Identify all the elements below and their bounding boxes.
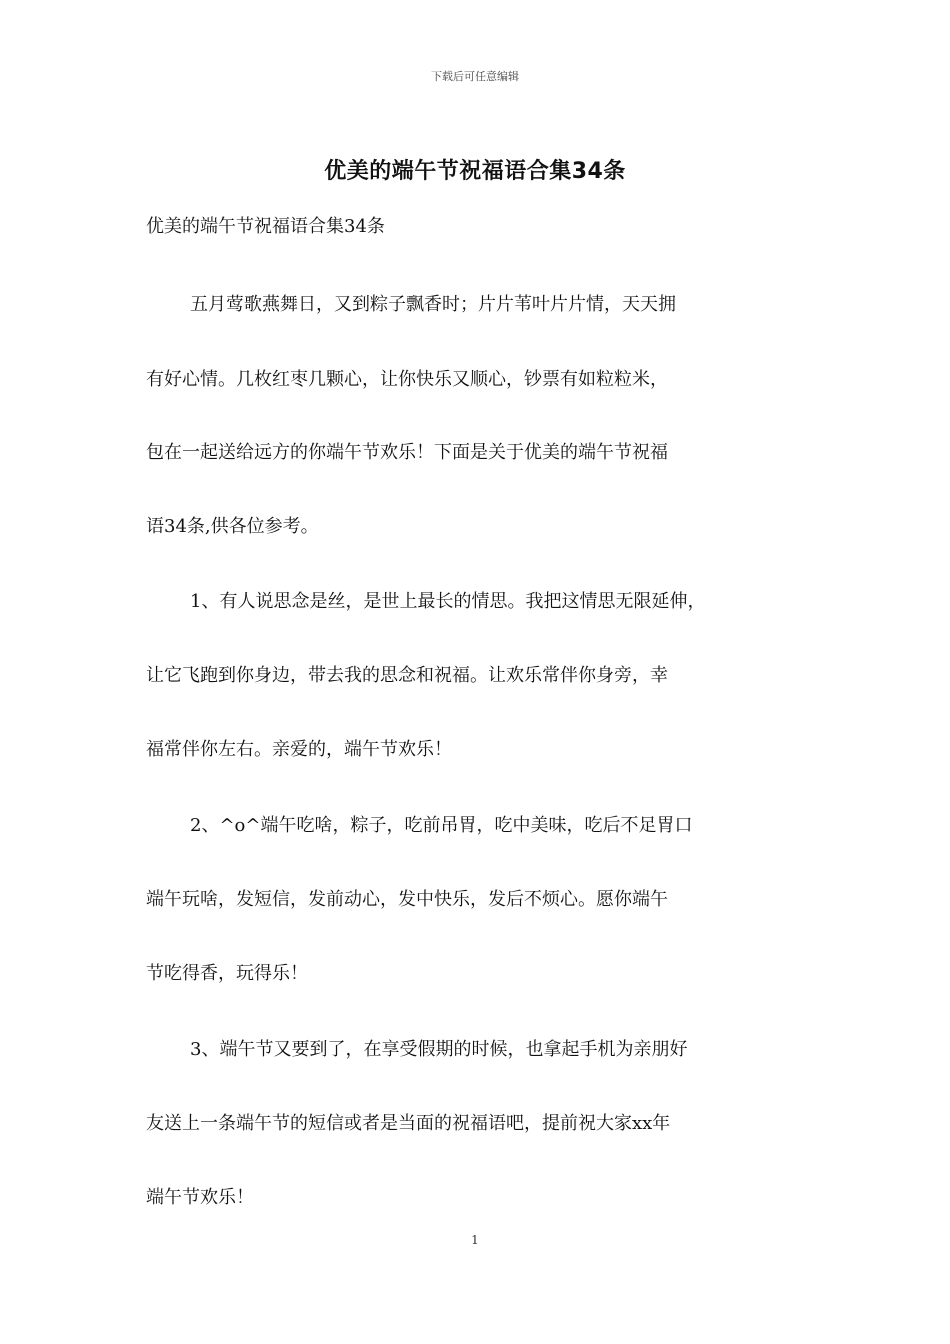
paragraph-line: 友送上一条端午节的短信或者是当面的祝福语吧，提前祝大家xx年: [146, 1113, 671, 1134]
paragraph-line: 有好心情。几枚红枣几颗心，让你快乐又顺心，钞票有如粒粒米，: [146, 369, 668, 390]
paragraph-line: 五月莺歌燕舞日，又到粽子飘香时；片片苇叶片片情，天天拥: [190, 294, 676, 315]
paragraph-line: 2、^o^端午吃啥，粽子，吃前吊胃，吃中美味，吃后不足胃口: [190, 815, 693, 836]
header-note: 下载后可任意编辑: [431, 70, 519, 83]
paragraph-line: 福常伴你左右。亲爱的，端午节欢乐！: [146, 739, 452, 760]
paragraph-line: 1、有人说思念是丝，是世上最长的情思。我把这情思无限延伸，: [190, 591, 706, 612]
paragraph-line: 包在一起送给远方的你端午节欢乐！下面是关于优美的端午节祝福: [146, 442, 668, 463]
paragraph-line: 节吃得香，玩得乐！: [146, 963, 308, 984]
paragraph-line: 语34条,供各位参考。: [146, 516, 319, 537]
paragraph-line: 让它飞跑到你身边，带去我的思念和祝福。让欢乐常伴你身旁，幸: [146, 665, 668, 686]
paragraph-line: 端午玩啥，发短信，发前动心，发中快乐，发后不烦心。愿你端午: [146, 889, 668, 910]
document-subtitle: 优美的端午节祝福语合集34条: [146, 216, 385, 237]
paragraph-line: 端午节欢乐！: [146, 1187, 254, 1208]
page-number: 1: [471, 1233, 479, 1247]
paragraph-line: 3、端午节又要到了，在享受假期的时候，也拿起手机为亲朋好: [190, 1039, 688, 1060]
document-title: 优美的端午节祝福语合集34条: [324, 159, 626, 184]
